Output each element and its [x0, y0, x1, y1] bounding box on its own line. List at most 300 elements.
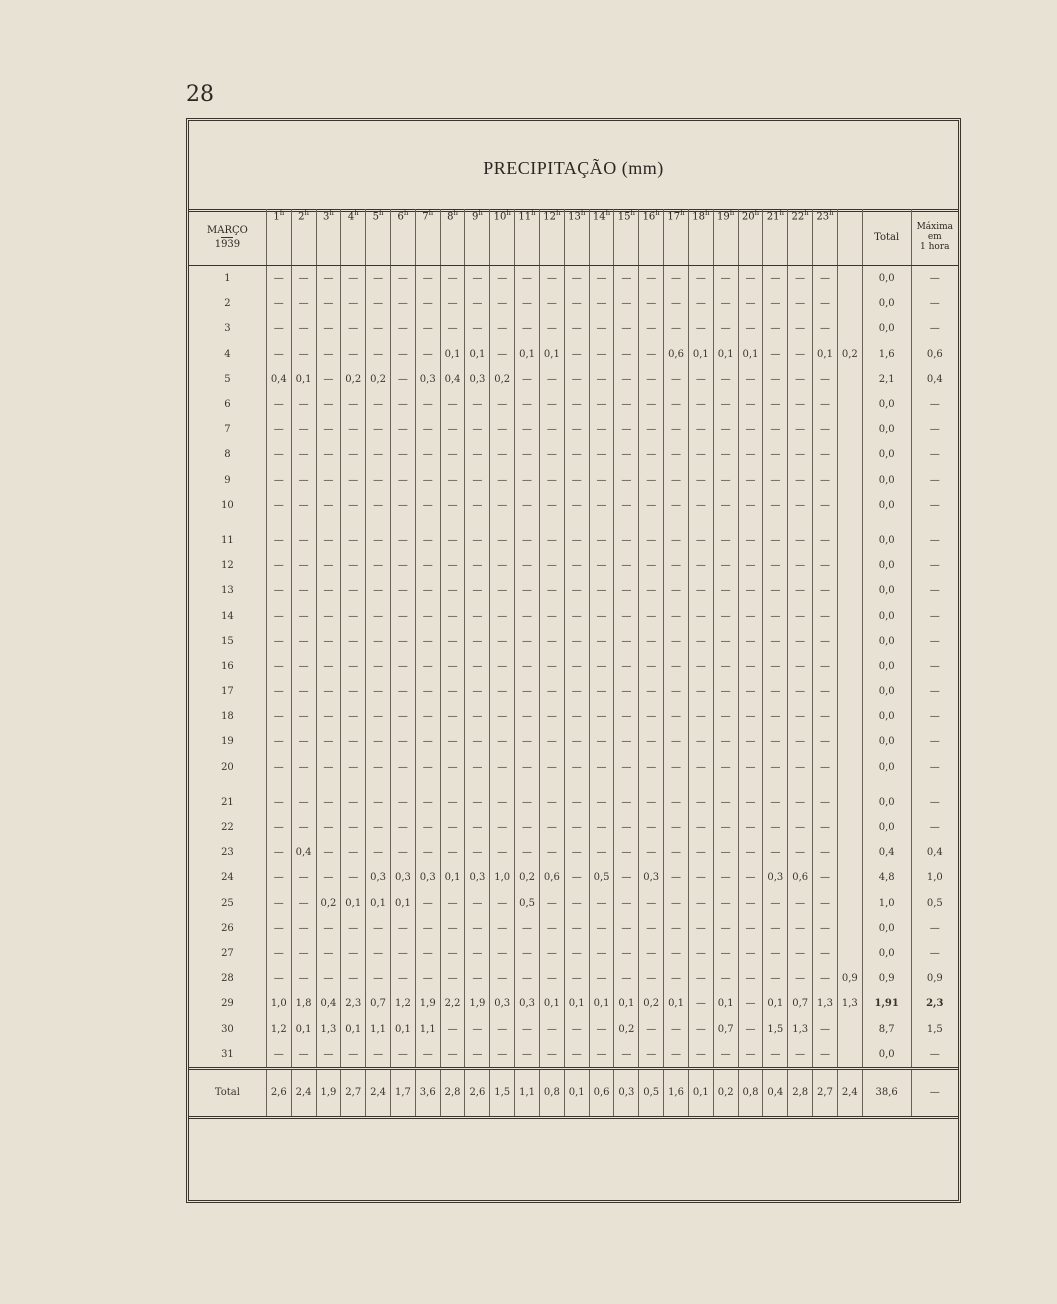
hour-cell: —: [639, 629, 664, 654]
hour-cell: —: [564, 553, 589, 578]
hour-header: 22$^h$: [788, 209, 813, 266]
spacer-cell: [813, 780, 838, 790]
day-cell: 14: [221, 610, 234, 622]
hour-total-cell: 2,8: [440, 1068, 465, 1117]
max-cell: —: [911, 316, 958, 341]
hour-cell: —: [440, 392, 465, 417]
hour-cell: —: [415, 654, 440, 679]
hour-header: 3$^h$: [316, 209, 341, 266]
total-cell: 1,0: [862, 891, 911, 916]
hour-cell: —: [341, 266, 366, 292]
hour-cell: —: [391, 654, 416, 679]
hour-cell: —: [639, 704, 664, 729]
hour-cell: —: [614, 916, 639, 941]
page-title: PRECIPITAÇÃO (mm): [483, 157, 664, 178]
hour-cell: —: [316, 704, 341, 729]
max-cell: —: [911, 493, 958, 518]
spacer-cell: [589, 780, 614, 790]
hour-header: 11$^h$: [515, 209, 540, 266]
hour-cell: —: [539, 553, 564, 578]
hour-cell: —: [688, 966, 713, 991]
hour-cell: [837, 840, 862, 865]
hour-cell: 0,7: [713, 1016, 738, 1041]
hour-cell: [837, 392, 862, 417]
spacer-cell: [515, 518, 540, 528]
table-row: [189, 755, 958, 780]
hour-cell: —: [763, 840, 788, 865]
hour-cell: —: [316, 815, 341, 840]
hour-header: 20$^h$: [738, 209, 763, 266]
hour-cell: —: [266, 442, 291, 467]
hour-cell: [837, 654, 862, 679]
hour-cell: —: [688, 493, 713, 518]
hour-cell: —: [813, 468, 838, 493]
hour-cell: —: [813, 316, 838, 341]
hour-cell: —: [738, 266, 763, 292]
hour-cell: —: [366, 316, 391, 341]
spacer-cell: [813, 518, 838, 528]
hour-header: 16$^h$: [639, 209, 664, 266]
hour-cell: [837, 316, 862, 341]
hour-cell: —: [366, 840, 391, 865]
hour-cell: —: [564, 291, 589, 316]
hour-cell: —: [440, 891, 465, 916]
hour-cell: —: [515, 493, 540, 518]
hour-cell: —: [664, 704, 689, 729]
hour-cell: —: [366, 916, 391, 941]
spacer-cell: [440, 518, 465, 528]
hour-cell: —: [664, 493, 689, 518]
hour-cell: —: [465, 629, 490, 654]
spacer-cell: [316, 518, 341, 528]
hour-cell: —: [813, 603, 838, 628]
hour-cell: —: [266, 654, 291, 679]
hour-cell: —: [713, 578, 738, 603]
total-cell: 0,0: [862, 629, 911, 654]
hour-cell: 1,3: [813, 991, 838, 1016]
hour-cell: —: [738, 367, 763, 392]
hour-cell: 0,3: [763, 865, 788, 890]
hour-cell: —: [813, 654, 838, 679]
hour-cell: —: [490, 1016, 515, 1041]
hour-cell: —: [490, 603, 515, 628]
hour-cell: —: [539, 790, 564, 815]
hour-cell: —: [366, 629, 391, 654]
hour-cell: —: [688, 991, 713, 1016]
hour-cell: —: [664, 578, 689, 603]
hour-cell: —: [763, 815, 788, 840]
hour-cell: —: [316, 468, 341, 493]
hour-cell: 0,3: [415, 367, 440, 392]
hour-cell: —: [688, 1042, 713, 1069]
table-row: [189, 916, 958, 941]
hour-cell: 0,1: [391, 891, 416, 916]
hour-cell: —: [614, 392, 639, 417]
hour-header: 7$^h$: [415, 209, 440, 266]
day-cell: 1: [224, 273, 231, 285]
hour-cell: 0,1: [391, 1016, 416, 1041]
hour-cell: —: [589, 442, 614, 467]
hour-cell: —: [291, 528, 316, 553]
total-cell: 0,0: [862, 790, 911, 815]
hour-cell: —: [564, 966, 589, 991]
hour-cell: —: [713, 941, 738, 966]
hour-cell: —: [763, 442, 788, 467]
hour-cell: —: [763, 493, 788, 518]
hour-cell: —: [539, 840, 564, 865]
day-cell: 26: [221, 922, 234, 934]
hour-cell: —: [391, 790, 416, 815]
total-cell: 0,9: [862, 966, 911, 991]
hour-cell: 0,2: [614, 1016, 639, 1041]
hour-header: 14$^h$: [589, 209, 614, 266]
hour-cell: —: [316, 629, 341, 654]
hour-cell: —: [713, 966, 738, 991]
hour-cell: 1,3: [837, 991, 862, 1016]
hour-cell: —: [291, 755, 316, 780]
hour-cell: —: [515, 755, 540, 780]
hour-cell: —: [291, 941, 316, 966]
hour-cell: —: [440, 417, 465, 442]
hour-cell: —: [539, 266, 564, 292]
hour-cell: [837, 493, 862, 518]
hour-cell: —: [788, 578, 813, 603]
hour-cell: —: [465, 891, 490, 916]
hour-cell: 0,1: [813, 342, 838, 367]
hour-cell: —: [266, 528, 291, 553]
hour-cell: —: [490, 966, 515, 991]
hour-cell: —: [366, 815, 391, 840]
hour-cell: —: [614, 704, 639, 729]
hour-cell: —: [266, 865, 291, 890]
hour-cell: —: [738, 891, 763, 916]
hour-cell: —: [713, 679, 738, 704]
day-cell: 8: [224, 449, 231, 461]
hour-cell: —: [788, 367, 813, 392]
hour-cell: [837, 815, 862, 840]
hour-cell: —: [391, 729, 416, 754]
spacer-cell: [189, 518, 266, 528]
hour-cell: —: [539, 966, 564, 991]
hour-cell: —: [589, 266, 614, 292]
hour-cell: —: [316, 865, 341, 890]
hour-cell: 0,4: [291, 840, 316, 865]
hour-cell: —: [515, 1016, 540, 1041]
hour-cell: —: [341, 442, 366, 467]
hour-cell: —: [490, 629, 515, 654]
day-cell: 17: [221, 686, 234, 698]
hour-cell: [837, 417, 862, 442]
hour-cell: —: [415, 266, 440, 292]
hour-cell: —: [440, 266, 465, 292]
hour-cell: —: [539, 891, 564, 916]
max-cell: —: [911, 815, 958, 840]
spacer-cell: [713, 518, 738, 528]
hour-cell: —: [614, 603, 639, 628]
precipitation-table: [189, 209, 958, 1119]
hour-cell: —: [589, 704, 614, 729]
hour-cell: —: [415, 553, 440, 578]
hour-cell: [837, 865, 862, 890]
hour-cell: 0,9: [837, 966, 862, 991]
hour-cell: 2,3: [341, 991, 366, 1016]
hour-cell: 1,1: [415, 1016, 440, 1041]
hour-cell: 1,1: [366, 1016, 391, 1041]
hour-cell: —: [813, 1016, 838, 1041]
day-cell: 3: [224, 323, 231, 335]
hour-cell: —: [440, 941, 465, 966]
hour-total-cell: 0,4: [763, 1068, 788, 1117]
hour-cell: —: [366, 1042, 391, 1069]
hour-cell: —: [415, 603, 440, 628]
spacer-cell: [688, 780, 713, 790]
hour-cell: —: [415, 679, 440, 704]
hour-cell: —: [539, 755, 564, 780]
hour-cell: —: [391, 528, 416, 553]
max-cell: —: [911, 468, 958, 493]
hour-cell: —: [614, 865, 639, 890]
total-cell: 0,0: [862, 941, 911, 966]
hour-cell: —: [614, 729, 639, 754]
total-header: Total: [862, 209, 911, 266]
hour-cell: —: [316, 679, 341, 704]
hour-cell: —: [415, 755, 440, 780]
spacer-cell: [490, 518, 515, 528]
hour-cell: —: [788, 1042, 813, 1069]
hour-cell: 1,8: [291, 991, 316, 1016]
day-cell: 30: [221, 1023, 234, 1035]
hour-cell: —: [266, 755, 291, 780]
hour-cell: —: [688, 528, 713, 553]
hour-cell: —: [515, 468, 540, 493]
hour-cell: —: [738, 654, 763, 679]
hour-cell: —: [366, 417, 391, 442]
hour-cell: —: [589, 629, 614, 654]
hour-cell: —: [788, 679, 813, 704]
hour-cell: —: [291, 442, 316, 467]
hour-cell: —: [664, 629, 689, 654]
hour-cell: —: [813, 966, 838, 991]
hour-cell: —: [539, 679, 564, 704]
hour-cell: —: [763, 679, 788, 704]
total-cell: 0,0: [862, 679, 911, 704]
hour-header: 8$^h$: [440, 209, 465, 266]
hour-cell: —: [341, 316, 366, 341]
hour-cell: —: [465, 729, 490, 754]
hour-cell: —: [738, 603, 763, 628]
hour-cell: —: [266, 729, 291, 754]
hour-cell: —: [266, 966, 291, 991]
hour-cell: —: [589, 468, 614, 493]
hour-cell: —: [763, 891, 788, 916]
hour-cell: —: [688, 916, 713, 941]
hour-cell: —: [266, 790, 291, 815]
day-cell: 4: [224, 348, 231, 360]
hour-cell: —: [465, 654, 490, 679]
hour-cell: —: [564, 654, 589, 679]
hour-cell: —: [564, 367, 589, 392]
day-cell: 31: [221, 1048, 234, 1060]
hour-total-cell: 0,6: [589, 1068, 614, 1117]
hour-cell: 0,2: [316, 891, 341, 916]
spacer-cell: [266, 780, 291, 790]
hour-cell: —: [688, 367, 713, 392]
max-header: Máxima em 1 hora: [911, 209, 958, 266]
max-cell: —: [911, 291, 958, 316]
hour-cell: —: [539, 493, 564, 518]
hour-cell: —: [366, 468, 391, 493]
hour-cell: —: [266, 493, 291, 518]
hour-cell: —: [763, 941, 788, 966]
hour-cell: —: [366, 266, 391, 292]
hour-cell: —: [266, 291, 291, 316]
hour-cell: —: [738, 941, 763, 966]
hour-cell: 0,1: [763, 991, 788, 1016]
hour-cell: —: [266, 1042, 291, 1069]
hour-cell: —: [440, 815, 465, 840]
hour-header: 23$^h$: [813, 209, 838, 266]
hour-cell: —: [291, 291, 316, 316]
hour-cell: —: [788, 704, 813, 729]
totals-row: [189, 1068, 958, 1117]
hour-total-cell: 3,6: [415, 1068, 440, 1117]
spacer-cell: [564, 780, 589, 790]
hour-cell: —: [366, 966, 391, 991]
hour-cell: —: [738, 916, 763, 941]
hour-cell: —: [515, 603, 540, 628]
hour-cell: —: [366, 342, 391, 367]
total-cell: 0,0: [862, 553, 911, 578]
hour-cell: —: [813, 493, 838, 518]
hour-cell: —: [589, 891, 614, 916]
hour-cell: —: [415, 392, 440, 417]
hour-cell: —: [415, 629, 440, 654]
hour-cell: 0,1: [341, 891, 366, 916]
hour-cell: —: [465, 493, 490, 518]
total-cell: 8,7: [862, 1016, 911, 1041]
hour-cell: —: [316, 916, 341, 941]
total-cell: 0,0: [862, 916, 911, 941]
hour-cell: —: [391, 679, 416, 704]
hour-cell: —: [738, 316, 763, 341]
total-cell: 2,1: [862, 367, 911, 392]
hour-cell: —: [465, 291, 490, 316]
hour-cell: —: [539, 578, 564, 603]
hour-cell: 0,3: [515, 991, 540, 1016]
hour-cell: —: [688, 291, 713, 316]
hour-cell: —: [564, 493, 589, 518]
hour-cell: —: [341, 865, 366, 890]
hour-cell: —: [664, 442, 689, 467]
table-row: [189, 367, 958, 392]
hour-cell: —: [291, 316, 316, 341]
hour-cell: —: [490, 916, 515, 941]
hour-cell: —: [813, 417, 838, 442]
hour-cell: —: [788, 916, 813, 941]
hour-cell: —: [341, 916, 366, 941]
table-row: [189, 291, 958, 316]
hour-cell: —: [664, 392, 689, 417]
hour-cell: —: [564, 578, 589, 603]
hour-cell: —: [490, 840, 515, 865]
hour-cell: —: [713, 603, 738, 628]
hour-cell: —: [664, 865, 689, 890]
hour-cell: —: [813, 755, 838, 780]
table-row: [189, 704, 958, 729]
total-cell: 0,0: [862, 266, 911, 292]
hour-cell: —: [664, 1042, 689, 1069]
hour-cell: —: [788, 291, 813, 316]
hour-cell: —: [788, 729, 813, 754]
hour-cell: —: [316, 266, 341, 292]
hour-total-cell: 2,4: [291, 1068, 316, 1117]
hour-cell: —: [713, 891, 738, 916]
hour-cell: —: [316, 941, 341, 966]
hour-cell: —: [316, 553, 341, 578]
hour-cell: [837, 704, 862, 729]
hour-cell: —: [490, 891, 515, 916]
max-cell: —: [911, 528, 958, 553]
hour-cell: —: [515, 417, 540, 442]
hour-cell: —: [738, 417, 763, 442]
hour-cell: —: [366, 704, 391, 729]
table-row: [189, 417, 958, 442]
totals-label: Total: [189, 1068, 266, 1117]
day-cell: 22: [221, 822, 234, 834]
hour-cell: —: [614, 316, 639, 341]
hour-cell: —: [490, 704, 515, 729]
hour-cell: —: [639, 367, 664, 392]
hour-cell: —: [515, 629, 540, 654]
hour-cell: —: [813, 392, 838, 417]
hour-cell: —: [341, 654, 366, 679]
day-cell: 28: [221, 973, 234, 985]
year-label: 1939: [214, 238, 241, 250]
month-label: MARÇO: [207, 224, 248, 236]
hour-cell: —: [316, 392, 341, 417]
hour-cell: —: [564, 891, 589, 916]
hour-cell: —: [316, 316, 341, 341]
day-cell: 13: [221, 585, 234, 597]
hour-cell: —: [813, 553, 838, 578]
hour-cell: —: [266, 417, 291, 442]
hour-cell: —: [291, 266, 316, 292]
hour-cell: —: [639, 578, 664, 603]
hour-cell: —: [713, 629, 738, 654]
hour-cell: —: [415, 941, 440, 966]
hour-cell: —: [639, 790, 664, 815]
hour-cell: —: [366, 603, 391, 628]
hour-cell: —: [316, 528, 341, 553]
hour-cell: —: [291, 1042, 316, 1069]
hour-cell: —: [539, 367, 564, 392]
hour-cell: —: [788, 891, 813, 916]
hour-cell: —: [664, 367, 689, 392]
hour-cell: —: [639, 941, 664, 966]
hour-cell: —: [763, 266, 788, 292]
hour-cell: 0,1: [539, 342, 564, 367]
hour-cell: —: [316, 291, 341, 316]
hour-cell: —: [341, 815, 366, 840]
hour-cell: —: [341, 291, 366, 316]
hour-cell: 0,1: [341, 1016, 366, 1041]
hour-total-cell: 0,2: [713, 1068, 738, 1117]
hour-cell: —: [490, 815, 515, 840]
hour-cell: —: [788, 266, 813, 292]
hour-cell: [837, 729, 862, 754]
hour-cell: —: [564, 392, 589, 417]
hour-cell: —: [589, 417, 614, 442]
